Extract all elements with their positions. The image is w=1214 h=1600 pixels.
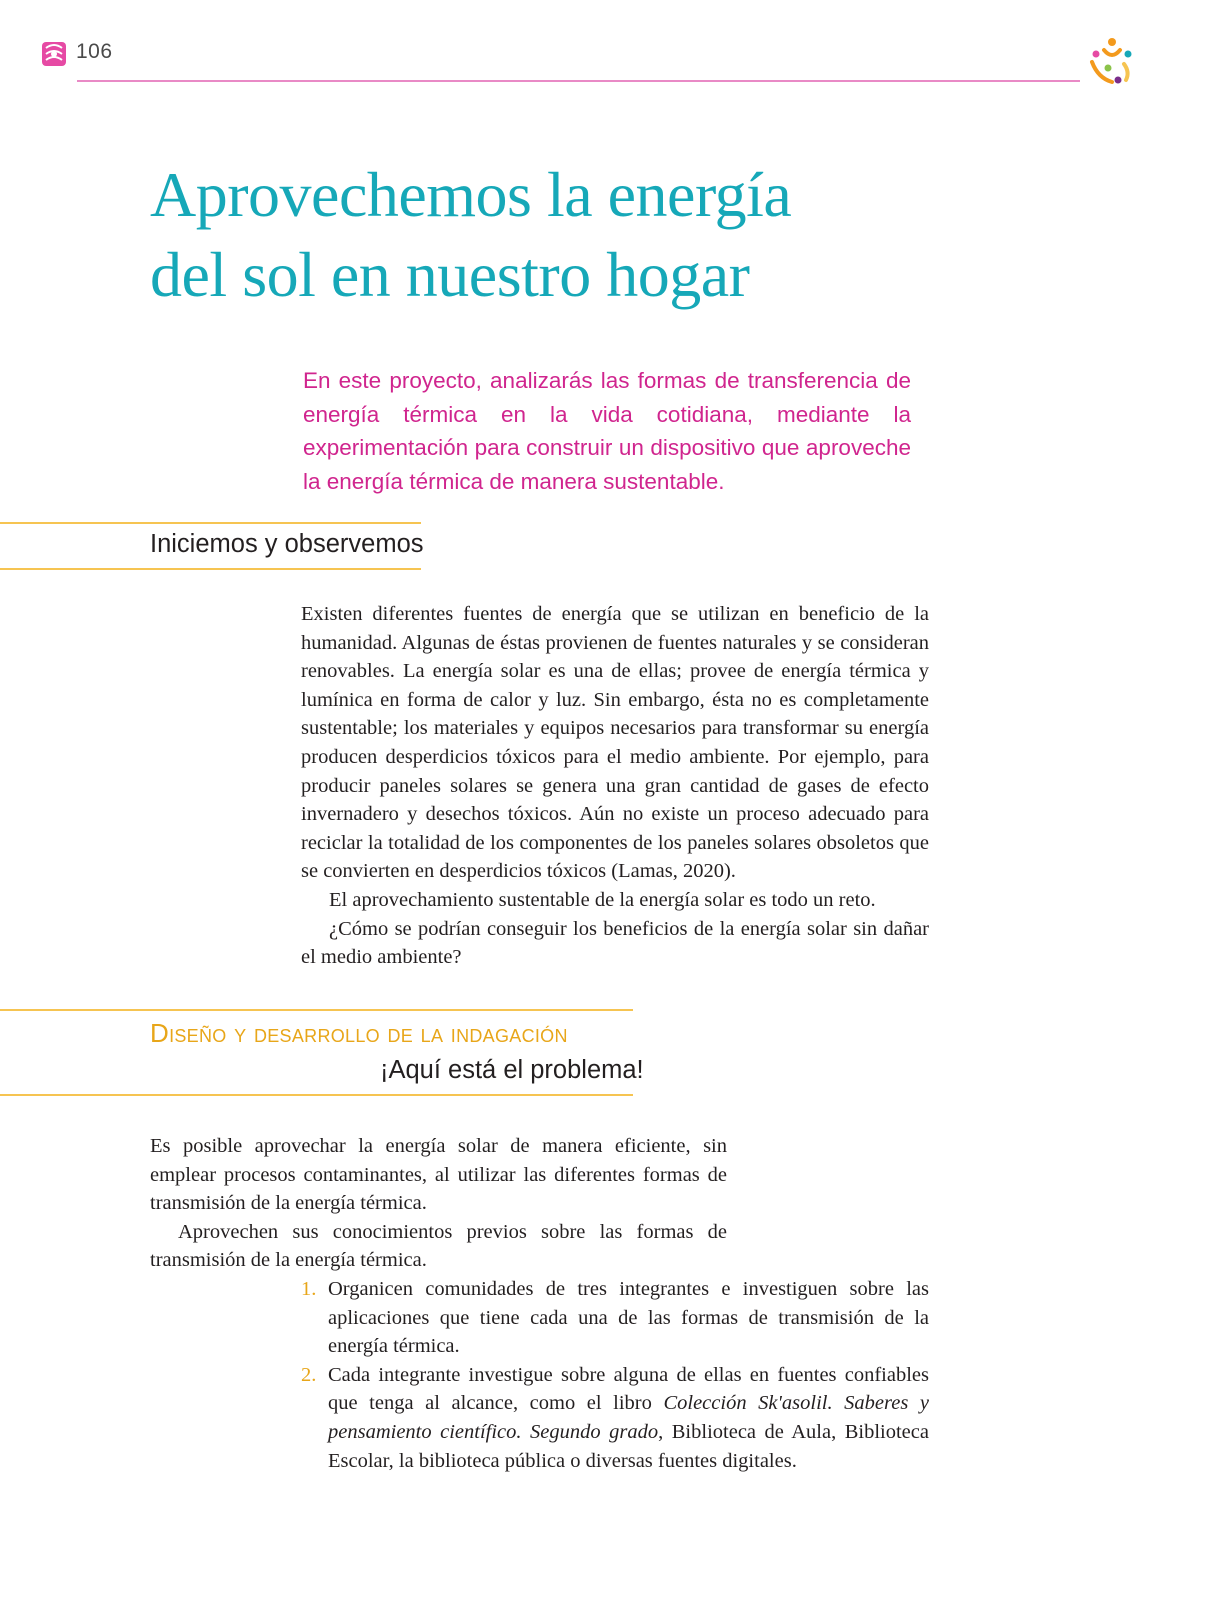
list-item — [301, 1361, 929, 1475]
ornament-icon — [40, 40, 68, 68]
list-item — [301, 1275, 929, 1361]
paragraph: ¿Cómo se podrían conseguir los beneficios de la energía solar sin dañar el medio ambiente? — [301, 917, 929, 969]
section-bar-top — [0, 1009, 633, 1011]
section1-body — [301, 600, 929, 972]
page-title — [150, 155, 970, 315]
section2-body — [150, 1132, 727, 1275]
list-number: 1. — [301, 1278, 317, 1300]
instructions-list — [301, 1275, 929, 1475]
section-heading-iniciemos: Iniciemos y observemos — [150, 530, 424, 558]
list-text-before: Cada integrante investigue sobre alguna de ellas en fuentes confiables que tenga al alcance, como el libro — [328, 1363, 929, 1415]
header-rule — [77, 80, 1080, 82]
title-line-1: Aprovechemos la energía — [150, 159, 792, 230]
paragraph: Aprovechen sus conocimientos previos sobre las formas de transmisión de la energía térmica. — [150, 1220, 727, 1272]
page-number: 106 — [76, 40, 113, 63]
paragraph: El aprovechamiento sustentable de la energía solar es todo un reto. — [329, 888, 876, 911]
book-title: Colección Sk'asolil. Saberes y pensamiento científico. Segundo grado — [328, 1392, 929, 1443]
list-text-after: , Biblioteca de Aula, Biblioteca Escolar, la biblioteca pública o diversas fuentes digitales. — [328, 1420, 929, 1472]
title-line-2: del sol en nuestro hogar — [150, 239, 750, 310]
list-text: Organicen comunidades de tres integrantes e investiguen sobre las aplicaciones que tiene cada una de las formas de transmisión de la energía térmica. — [328, 1278, 929, 1358]
section-bar-bottom — [0, 568, 421, 570]
paragraph: Es posible aprovechar la energía solar de manera eficiente, sin emplear procesos contaminantes, al utilizar las diferentes formas de transmisión de la energía térmica. — [150, 1135, 727, 1215]
section-subheading-problema: ¡Aquí está el problema! — [380, 1056, 644, 1084]
people-circle-icon — [1084, 34, 1140, 90]
paragraph: Existen diferentes fuentes de energía que se utilizan en beneficio de la humanidad. Algunas de éstas provienen de fuentes naturales y se consideran renovables. La energía solar es una de ellas; provee de energía térmica y lumínica en forma de calor y luz. Sin embargo, ésta no es completamente sustentable; los materiales y equipos necesarios para transformar su energía producen desperdicios tóxicos para el medio ambiente. Por ejemplo, para producir paneles solares se genera una gran cantidad de gases de efecto invernadero y desechos tóxicos. Aún no existe un proceso adecuado para reciclar la totalidad de los componentes de los paneles solares obsoletos que se convierten en desperdicios tóxicos (Lamas, 2020). — [301, 603, 929, 883]
list-number: 2. — [301, 1363, 317, 1386]
intro-text: En este proyecto, analizarás las formas de transferencia de energía térmica en la vida cotidiana, mediante la experimentación para construir un dispositivo que aproveche la energía térmica de manera sustentable. — [303, 368, 911, 494]
section-bar-bottom — [0, 1094, 633, 1096]
section-bar-top — [0, 522, 421, 524]
section-heading-diseno: Diseño y desarrollo de la indagación — [150, 1018, 568, 1048]
